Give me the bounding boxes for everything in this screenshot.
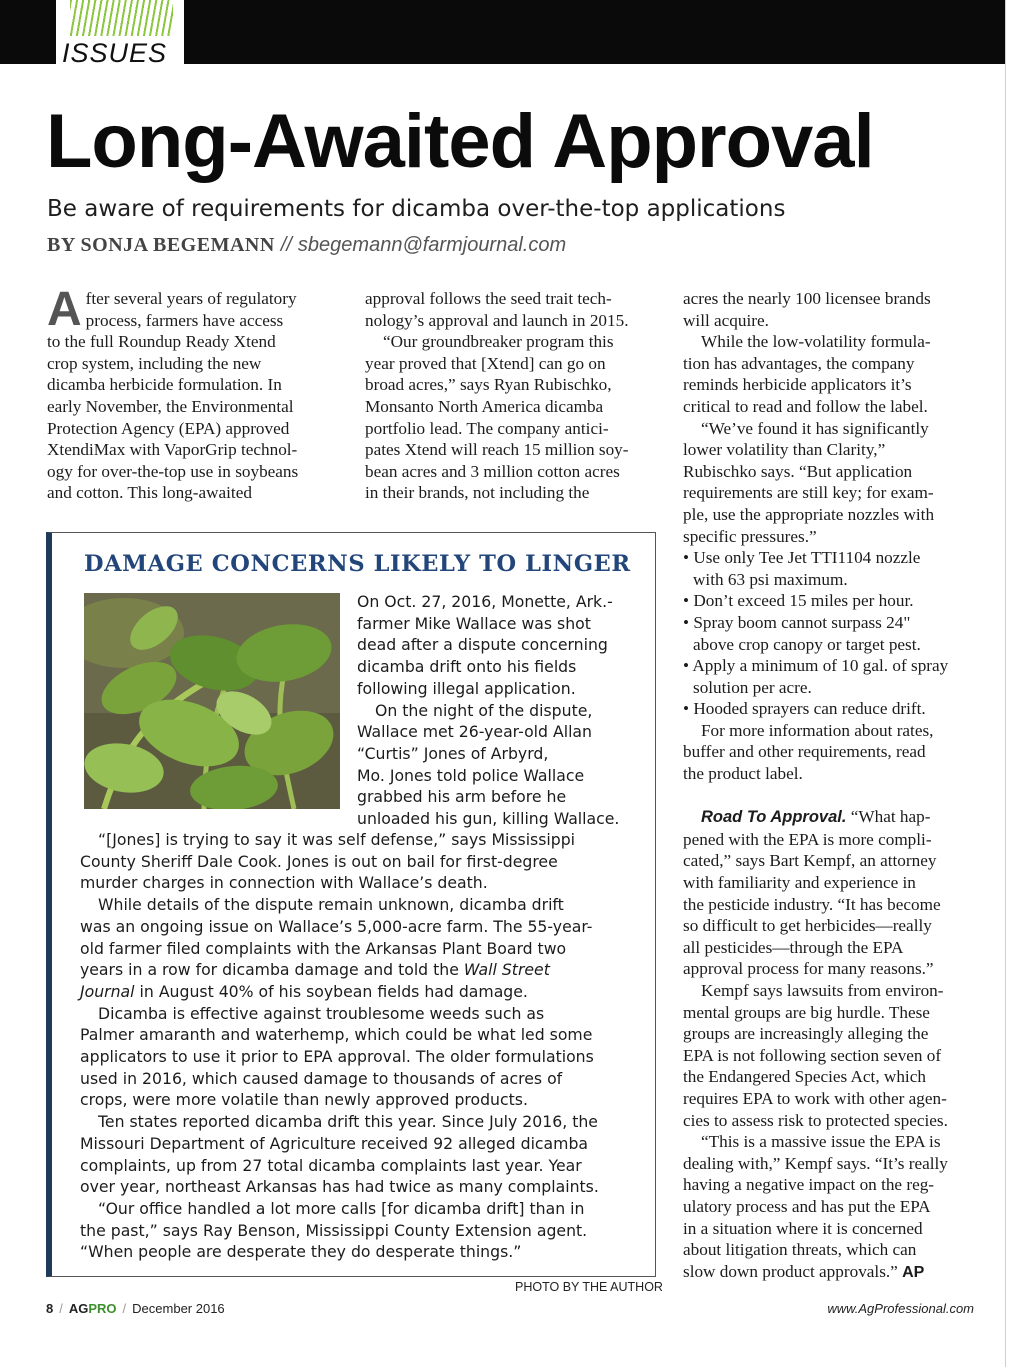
body-line: Monsanto North America dicamba: [365, 396, 604, 416]
body-line: reminds herbicide applicators it’s: [683, 375, 912, 395]
body-line: ple, use the appropriate nozzles with: [683, 504, 935, 524]
body-line: mental groups are big hurdle. These: [683, 1002, 930, 1022]
sidebar-line: used in 2016, which caused damage to thousands of acres of: [80, 1068, 563, 1088]
body-line: nology’s approval and launch in 2015.: [365, 310, 629, 330]
body-column-2: [365, 288, 657, 504]
footer-separator: /: [122, 1301, 127, 1316]
bullet-item: • Use only Tee Jet TTI1104 nozzle: [683, 548, 921, 568]
sidebar-line: complaints, up from 27 total dicamba complaints last year. Year: [80, 1155, 582, 1175]
body-line: critical to read and follow the label.: [683, 396, 928, 416]
body-line: will acquire.: [683, 310, 769, 330]
body-line: year proved that [Xtend] can go on: [365, 353, 606, 373]
journal-name-italic: Wall Street: [463, 960, 550, 980]
sidebar-line: grabbed his arm before he: [357, 787, 567, 807]
body-line-text: slow down product approvals.”: [683, 1261, 898, 1281]
body-line: acres the nearly 100 licensee brands: [683, 289, 931, 308]
bullet-item-cont: above crop canopy or target pest.: [693, 634, 921, 654]
byline-email[interactable]: sbegemann@farmjournal.com: [297, 234, 567, 256]
sidebar-title: DAMAGE CONCERNS LIKELY TO LINGER: [84, 551, 631, 577]
body-line: approval follows the seed trait tech-: [365, 289, 612, 308]
sidebar-line: Wallace met 26-year-old Allan: [357, 722, 592, 742]
magazine-name-pro: PRO: [88, 1301, 117, 1316]
body-line: dicamba herbicide formulation. In: [47, 375, 282, 395]
body-line: pened with the EPA is more compli-: [683, 829, 932, 849]
page-number: 8: [46, 1301, 54, 1316]
sidebar-line: On the night of the dispute,: [375, 700, 593, 720]
body-line: pates Xtend will reach 15 million soy-: [365, 440, 629, 460]
drop-cap: A: [47, 283, 82, 336]
body-line: cies to assess risk to protected species.: [683, 1110, 948, 1130]
footer-website-link[interactable]: www.AgProfessional.com: [827, 1301, 974, 1316]
body-line: requirements are still key; for exam-: [683, 483, 934, 503]
sidebar-line: following illegal application.: [357, 678, 576, 698]
sidebar-line: “When people are desperate they do desperate things.”: [80, 1242, 522, 1262]
body-line: fter several years of regulatory: [85, 289, 297, 308]
body-line: all pesticides—through the EPA: [683, 937, 904, 957]
sidebar-text-full: [80, 829, 656, 1263]
sidebar-line-text: in August 40% of his soybean fields had damage.: [139, 981, 528, 1001]
body-line: early November, the Environmental: [47, 396, 294, 416]
sidebar-line: was an ongoing issue on Wallace’s 5,000-acre farm. The 55-year-: [80, 916, 593, 936]
subhead-road-to-approval: Road To Approval.: [701, 808, 847, 827]
section-label: ISSUES: [62, 38, 168, 68]
sidebar-line: [80, 959, 656, 981]
author-endmark: AP: [902, 1263, 925, 1281]
body-line: the product label.: [683, 764, 803, 784]
page-edge-rule: [1005, 0, 1006, 1367]
sidebar-line: Mo. Jones told police Wallace: [357, 765, 585, 785]
body-line: and cotton. This long-awaited: [47, 483, 252, 503]
sidebar-line: Missouri Department of Agriculture received 92 alleged dicamba: [80, 1133, 589, 1153]
body-line: “We’ve found it has significantly: [701, 418, 929, 438]
sidebar-line: Palmer amaranth and waterhemp, which could be what led some: [80, 1025, 593, 1045]
sidebar-line: crops, were more volatile than newly approved products.: [80, 1090, 528, 1110]
subhead-line: [683, 806, 983, 829]
body-line: to the full Roundup Ready Xtend: [47, 332, 276, 352]
bullet-item: • Don’t exceed 15 miles per hour.: [683, 591, 914, 611]
sidebar-line: applicators to use it prior to EPA approval. The older formulations: [80, 1047, 594, 1067]
sidebar-box: [46, 532, 656, 1277]
sidebar-line: While details of the dispute remain unknown, dicamba drift: [98, 895, 564, 915]
body-line: ogy for over-the-top use in soybeans: [47, 461, 299, 481]
body-line: requires EPA to work with other agen-: [683, 1088, 947, 1108]
bullet-item: • Spray boom cannot surpass 24": [683, 612, 911, 632]
body-line: Protection Agency (EPA) approved: [47, 418, 290, 438]
bullet-item: • Apply a minimum of 10 gal. of spray: [683, 656, 949, 676]
sidebar-line: Ten states reported dicamba drift this year. Since July 2016, the: [98, 1112, 598, 1132]
body-line: portfolio lead. The company antici-: [365, 418, 609, 438]
body-line: with familiarity and experience in: [683, 873, 916, 893]
body-line: XtendiMax with VaporGrip technol-: [47, 440, 298, 460]
body-line: “This is a massive issue the EPA is: [701, 1132, 941, 1152]
sidebar-line: Dicamba is effective against troublesome weeds such as: [98, 1003, 545, 1023]
body-line: in their brands, not including the: [365, 483, 590, 503]
body-line: “Our groundbreaker program this: [383, 332, 614, 352]
sidebar-line: old farmer filed complaints with the Arkansas Plant Board two: [80, 938, 567, 958]
sidebar-line: unloaded his gun, killing Wallace.: [357, 809, 620, 829]
body-line: buffer and other requirements, read: [683, 742, 926, 762]
bullet-item-cont: with 63 psi maximum.: [693, 569, 848, 589]
body-line: lower volatility than Clarity,”: [683, 440, 886, 460]
body-line: EPA is not following section seven of: [683, 1045, 942, 1065]
body-line: “What hap-: [850, 807, 931, 827]
page-footer: [46, 1301, 225, 1316]
body-line: so difficult to get herbicides—really: [683, 916, 932, 936]
body-line: Kempf says lawsuits from environ-: [701, 981, 944, 1000]
photo-credit: PHOTO BY THE AUTHOR: [515, 1280, 663, 1294]
sidebar-line: farmer Mike Wallace was shot: [357, 613, 591, 633]
bullet-item-cont: solution per acre.: [693, 677, 812, 697]
body-line: the pesticide industry. “It has become: [683, 894, 941, 914]
body-line: cated,” says Bart Kempf, an attorney: [683, 851, 937, 871]
bullet-item: • Hooded sprayers can reduce drift.: [683, 699, 926, 719]
body-line: While the low-volatility formula-: [701, 332, 931, 352]
footer-separator: /: [59, 1301, 63, 1316]
paragraph-gap: [683, 785, 983, 807]
issue-date: December 2016: [132, 1301, 225, 1316]
body-line: dealing with,” Kempf says. “It’s really: [683, 1153, 948, 1173]
sidebar-text-right: [357, 591, 657, 830]
byline-author: BY SONJA BEGEMANN: [47, 234, 275, 256]
article-title: Long-Awaited Approval: [46, 99, 874, 184]
soybean-leaves-illustration: [84, 593, 340, 809]
body-line: broad acres,” says Ryan Rubischko,: [365, 375, 612, 395]
sidebar-line: dicamba drift onto his fields: [357, 657, 577, 677]
body-line: For more information about rates,: [701, 720, 934, 740]
byline: [47, 234, 566, 257]
body-line: approval process for many reasons.”: [683, 959, 934, 979]
sidebar-line: dead after a dispute concerning: [357, 635, 608, 655]
body-column-1: [47, 283, 337, 504]
sidebar-line: “Our office handled a lot more calls [for dicamba drift] than in: [98, 1198, 585, 1218]
byline-separator: //: [280, 234, 292, 256]
body-line: tion has advantages, the company: [683, 353, 915, 373]
sidebar-line: County Sheriff Dale Cook. Jones is out on bail for first-degree: [80, 851, 558, 871]
sidebar-line: the past,” says Ray Benson, Mississippi County Extension agent.: [80, 1220, 588, 1240]
sidebar-line: “Curtis” Jones of Arbyrd,: [357, 743, 549, 763]
body-line: [683, 1261, 983, 1284]
soybean-photo: [84, 593, 340, 809]
body-line: crop system, including the new: [47, 353, 262, 373]
body-line: groups are increasingly alleging the: [683, 1024, 929, 1044]
body-line: the Endangered Species Act, which: [683, 1067, 926, 1087]
sidebar-line: On Oct. 27, 2016, Monette, Ark.-: [357, 592, 613, 611]
sidebar-line-text: years in a row for dicamba damage and told the: [80, 960, 459, 980]
sidebar-line: murder charges in connection with Wallace’s death.: [80, 873, 488, 893]
body-line: bean acres and 3 million cotton acres: [365, 461, 620, 481]
body-line: ulatory process and has put the EPA: [683, 1196, 931, 1216]
section-tab-stripes: [70, 0, 173, 36]
magazine-name-ag: AG: [68, 1301, 89, 1316]
body-line: Rubischko says. “But application: [683, 461, 913, 481]
body-line: having a negative impact on the reg-: [683, 1175, 935, 1195]
body-line: specific pressures.”: [683, 526, 817, 546]
sidebar-line: “[Jones] is trying to say it was self defense,” says Mississippi: [98, 830, 576, 849]
body-line: about litigation threats, which can: [683, 1240, 917, 1260]
sidebar-line: over year, northeast Arkansas has had twice as many complaints.: [80, 1177, 599, 1197]
article-deck: Be aware of requirements for dicamba over-the-top applications: [47, 196, 786, 222]
journal-name-italic: Journal: [80, 981, 135, 1001]
body-line: in a situation where it is concerned: [683, 1218, 923, 1238]
body-line: process, farmers have access: [85, 310, 284, 330]
sidebar-line: [80, 981, 656, 1003]
body-column-3: [683, 288, 983, 1283]
